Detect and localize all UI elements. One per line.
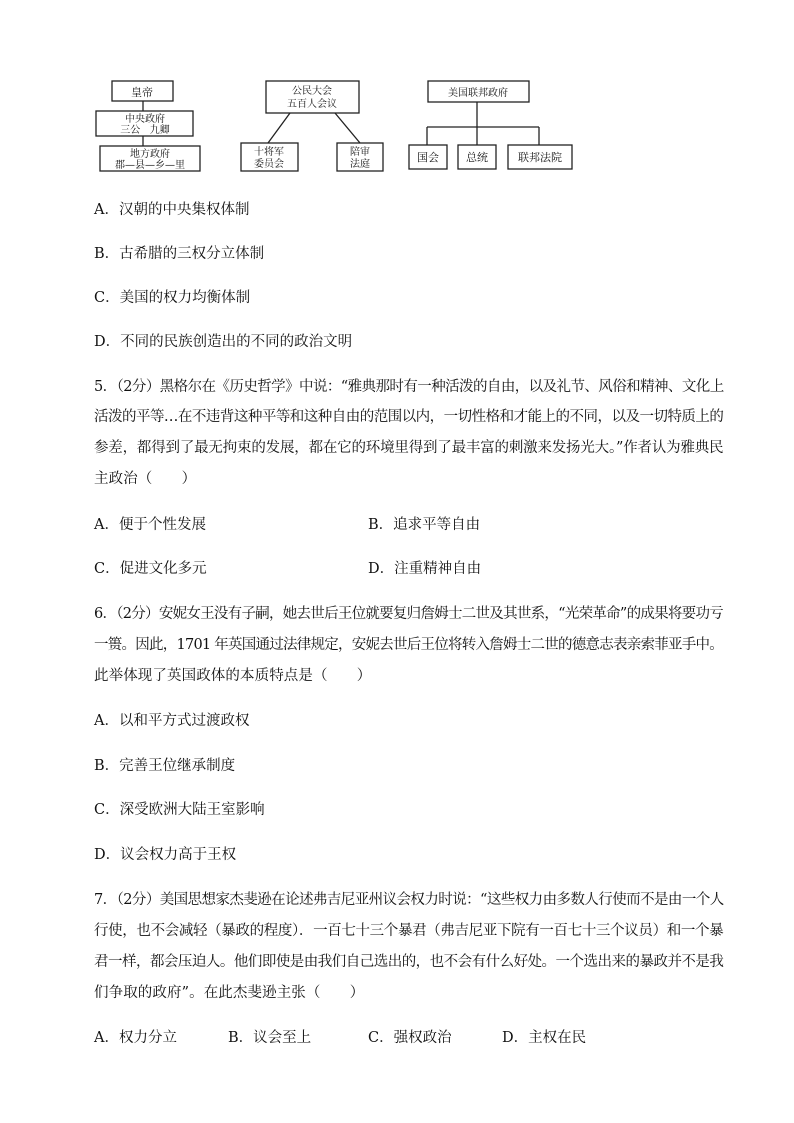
government-structure-diagrams (0, 0, 794, 180)
han-top-label: 皇帝 (131, 86, 153, 99)
usa-congress-label: 国会 (417, 151, 439, 164)
q6-option-c[interactable]: C．深受欧洲大陆王室影响 (94, 802, 265, 818)
q4-option-b[interactable]: B．古希腊的三权分立体制 (94, 246, 265, 262)
q7-option-a[interactable]: A．权力分立 (94, 1030, 177, 1046)
q4-option-c[interactable]: C．美国的权力均衡体制 (94, 290, 251, 306)
q5-option-a[interactable]: A．便于个性发展 (94, 517, 206, 533)
usa-president-label: 总统 (466, 151, 488, 164)
q6-stem-line-2: 一篑。因此，1701 年英国通过法律规定，安妮去世后王位将转入詹姆士二世的德意志表亲索菲亚手中。 (94, 637, 723, 653)
q5-option-d[interactable]: D．注重精神自由 (368, 561, 482, 577)
q6-stem-line-3: 此举体现了英国政体的本质特点是（ ） (94, 668, 372, 684)
q6-option-a[interactable]: A．以和平方式过渡政权 (94, 713, 250, 729)
usa-federal-label: 美国联邦政府 (448, 88, 508, 99)
athens-generals-label: 十将军 (254, 147, 284, 158)
han-local-sub-label: 郡—县—乡—里 (115, 160, 185, 171)
q7-stem-line-4: 们争取的政府”。在此杰斐逊主张（ ） (94, 985, 365, 1001)
athens-court-sub-label: 法庭 (350, 159, 370, 170)
q4-option-a[interactable]: A．汉朝的中央集权体制 (94, 202, 250, 218)
q5-option-b[interactable]: B．追求平等自由 (368, 517, 481, 533)
han-local-label: 地方政府 (130, 149, 170, 160)
q6-option-d[interactable]: D．议会权力高于王权 (94, 847, 237, 863)
q7-option-d[interactable]: D．主权在民 (502, 1030, 587, 1046)
q7-stem-line-2: 行使，也不会减轻（暴政的程度）．一百七十三个暴君（弗吉尼亚下院有一百七十三个议员）和一个暴 (94, 923, 724, 939)
q6-stem-line-1: 6．（2分）安妮女王没有子嗣，她去世后王位就要复归詹姆士二世及其世系，“光荣革命”的成果将要功亏 (94, 606, 723, 622)
han-central-label: 中央政府 (125, 114, 165, 125)
q5-stem-line-3: 参差，都得到了最无拘束的发展，都在它的环境里得到了最丰富的刺激来发扬光大。”作者认为雅典民 (94, 440, 724, 456)
athens-council-label: 五百人会议 (287, 99, 337, 110)
usa-court-label: 联邦法院 (518, 151, 562, 164)
q7-stem-line-3: 君一样，都会压迫人。他们即使是由我们自己选出的，也不会有什么好处。一个选出来的暴政并不是我 (94, 954, 724, 970)
q4-option-d[interactable]: D．不同的民族创造出的不同的政治文明 (94, 334, 353, 350)
q5-stem-line-4: 主政治（ ） (94, 471, 197, 487)
q5-stem-line-2: 活泼的平等…在不违背这种平等和这种自由的范围以内，一切性格和才能上的不同，以及一切特质上的 (94, 409, 724, 425)
athens-generals-sub-label: 委员会 (254, 159, 284, 170)
athens-court-label: 陪审 (350, 147, 370, 158)
q5-option-c[interactable]: C．促进文化多元 (94, 561, 207, 577)
han-central-sub-label: 三公 九卿 (120, 125, 170, 136)
athens-assembly-label: 公民大会 (292, 86, 332, 97)
q6-option-b[interactable]: B．完善王位继承制度 (94, 758, 236, 774)
q5-stem-line-1: 5．（2分）黑格尔在《历史哲学》中说：“雅典那时有一种活泼的自由，以及礼节、风俗和精神、文化上 (94, 379, 724, 395)
q7-option-c[interactable]: C．强权政治 (368, 1030, 452, 1046)
q7-option-b[interactable]: B．议会至上 (228, 1030, 312, 1046)
q7-stem-line-1: 7．（2分）美国思想家杰斐逊在论述弗吉尼亚州议会权力时说：“这些权力由多数人行使而不是由一个人 (94, 892, 724, 908)
